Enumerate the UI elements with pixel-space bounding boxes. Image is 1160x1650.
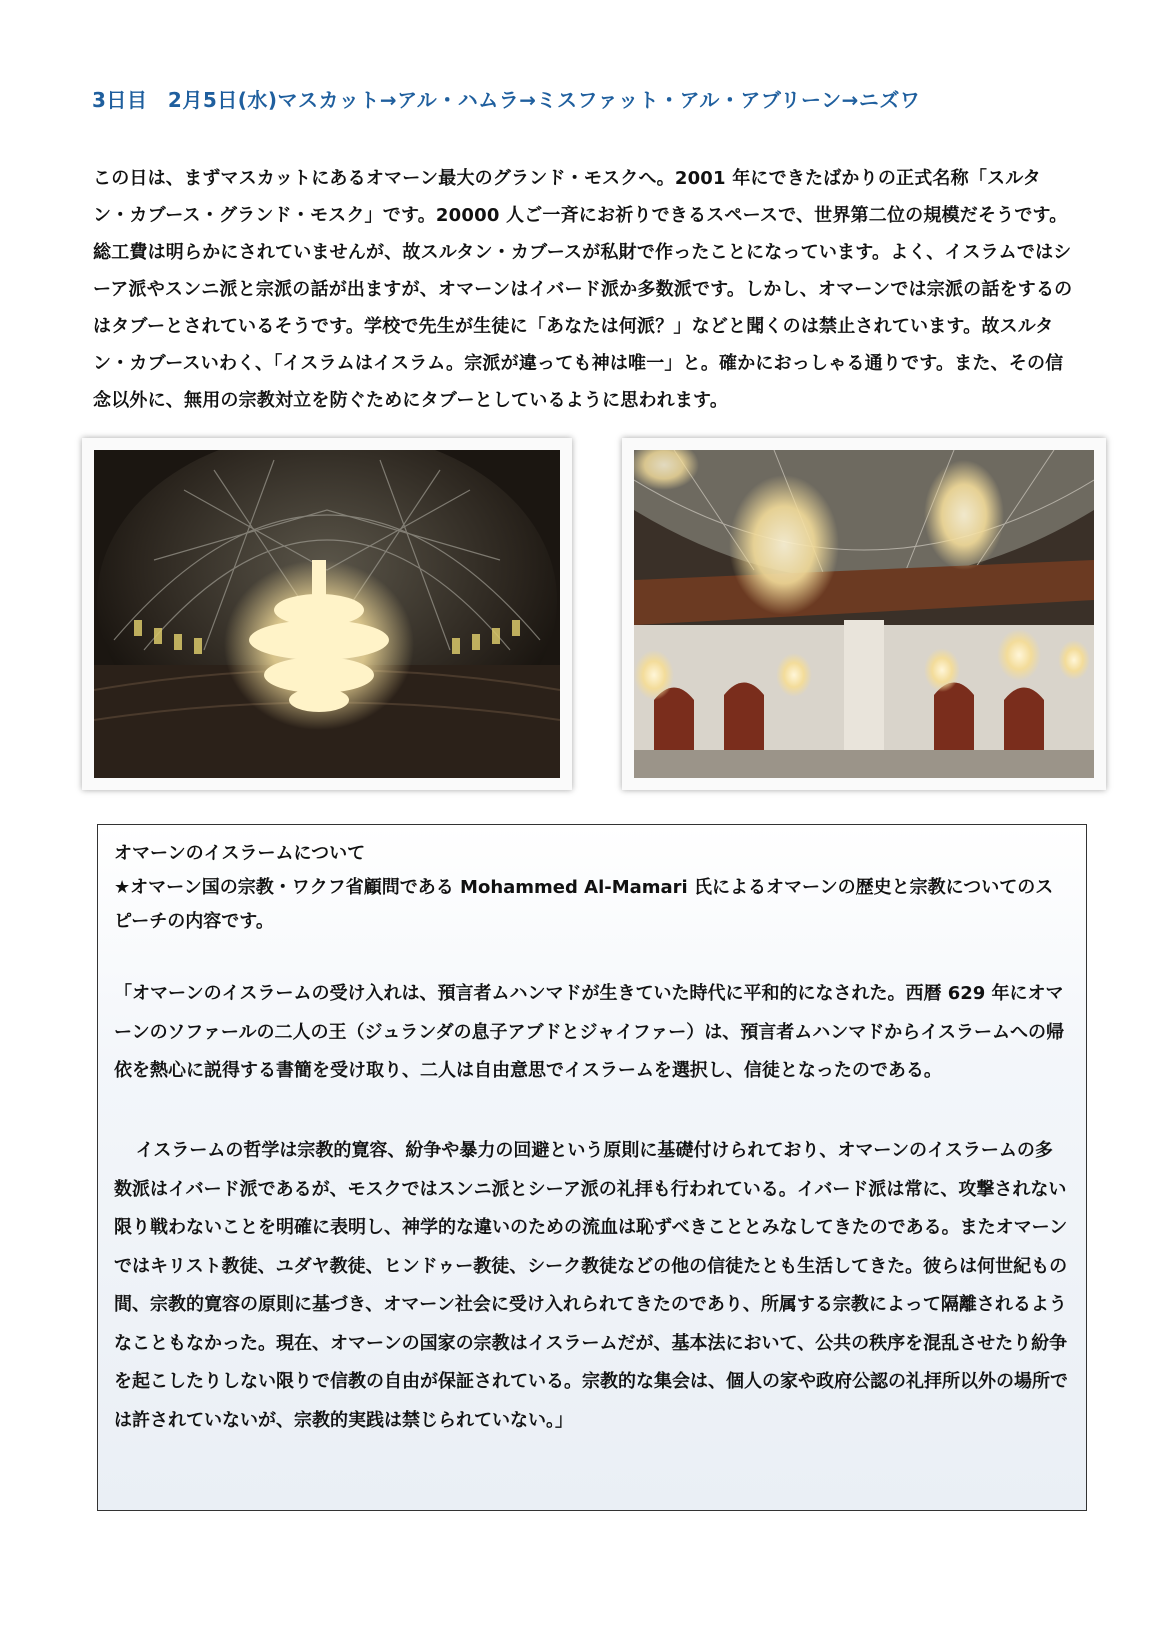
photo-dome-chandelier (82, 438, 572, 790)
page-heading: 3日目 2月5日(水)マスカット→アル・ハムラ→ミスファット・アル・アブリーン→ニズワ (92, 88, 921, 112)
box-lead: ★オマーン国の宗教・ワクフ省顧問である Mohammed Al-Mamari 氏によるオマーンの歴史と宗教についてのスピーチの内容です。 (114, 877, 1054, 932)
box-quote-paragraph-2: イスラームの哲学は宗教的寛容、紛争や暴力の回避という原則に基礎付けられており、オマーンのイスラームの多数派はイバード派であるが、モスクではスンニ派とシーア派の礼拝も行われている。イバード派は常に、攻撃されない限り戦わないことを明確に表明し、神学的な違いのための流血は恥ずべきこととみなしてきたのである。またオマーンではキリスト教徒、ユダヤ教徒、ヒンドゥー教徒、シーク教徒などの他の信徒たとも生活してきた。彼らは何世紀もの間、宗教的寛容の原則に基づき、オマーン社会に受け入れられてきたのであり、所属する宗教によって隔離されるようなこともなかった。現在、オマーンの国家の宗教はイスラームだが、基本法において、公共の秩序を混乱させたり紛争を起こしたりしない限りで信教の自由が保証されている。宗教的な集会は、個人の家や政府公認の礼拝所以外の場所では許されていないが、宗教的実践は禁じられていない。」 (114, 1140, 1068, 1431)
intro-paragraph: この日は、まずマスカットにあるオマーン最大のグランド・モスクへ。2001 年にできたばかりの正式名称「スルタン・カブース・グランド・モスク」です。20000 人ご一斉にお祈りできるスペースで、世界第二位の規模だそうです。総工費は明らかにされていませんが、故スルタン・カブースが私財で作ったことになっています。よく、イスラムではシーア派やスンニ派と宗派の話が出ますが、オマーンはイバード派か多数派です。しかし、オマーンでは宗派の話をするのはタブーとされているそうです。学校で先生が生徒に「あなたは何派？」などと聞くのは禁止されています。故スルタン・カブースいわく、「イスラムはイスラム。宗派が違っても神は唯一」と。確かにおっしゃる通りです。また、その信念以外に、無用の宗教対立を防ぐためにタブーとしているように思われます。 (93, 168, 1073, 411)
box-title: オマーンのイスラームについて (114, 843, 366, 864)
box-quote-paragraph-1: 「オマーンのイスラームの受け入れは、預言者ムハンマドが生きていた時代に平和的になされた。西暦 629 年にオマーンのソファールの二人の王（ジュランダの息子アブドとジャイファー）は、預言者ムハンマドからイスラームへの帰依を熱心に説得する書簡を受け取り、二人は自由意思でイスラームを選択し、信徒となったのである。 (114, 983, 1065, 1081)
mosque-dome-chandelier-photo-icon (94, 450, 560, 778)
photo-prayer-hall (622, 438, 1106, 790)
islam-in-oman-box (97, 824, 1087, 1511)
mosque-prayer-hall-photo-icon (634, 450, 1094, 778)
